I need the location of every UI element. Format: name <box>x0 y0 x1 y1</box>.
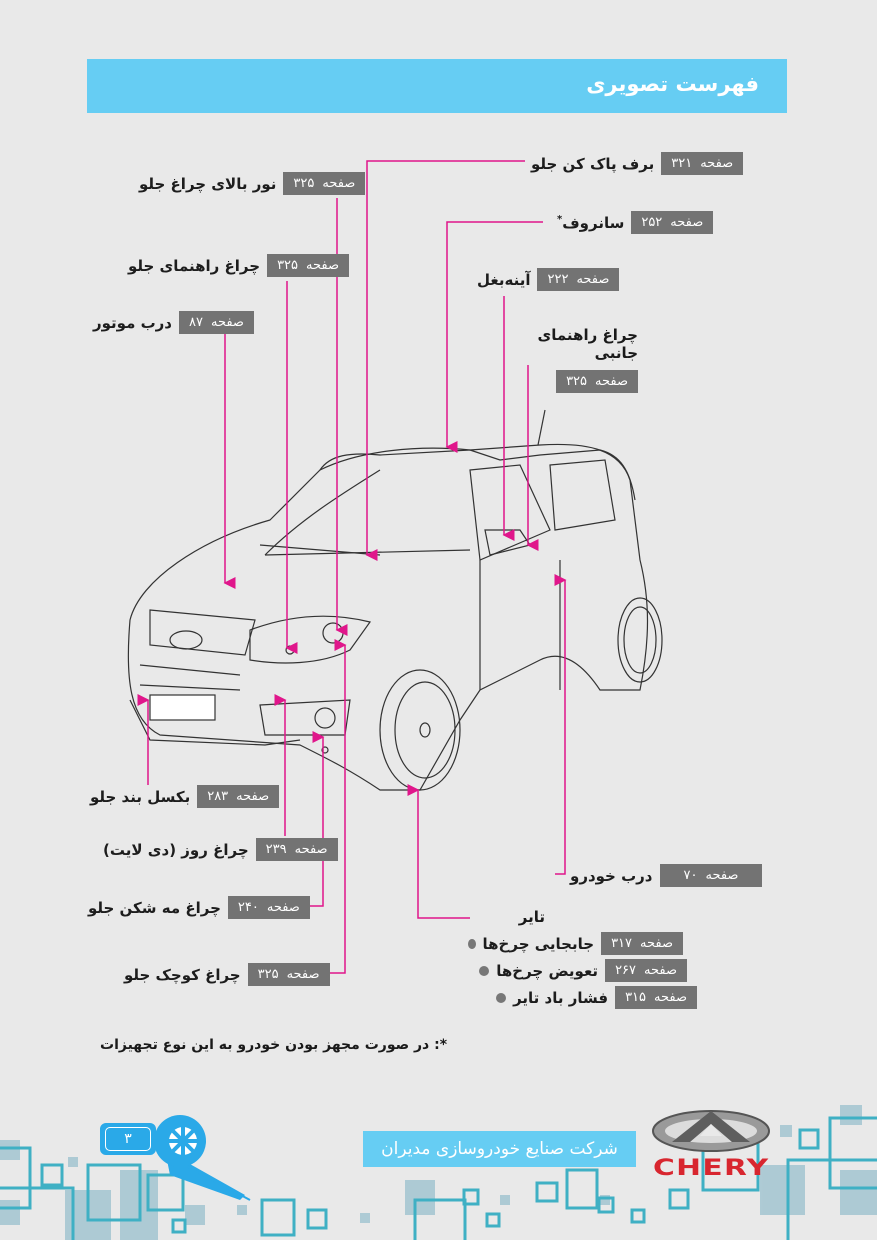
callout-front-fog-light: صفحه ۲۴۰ چراغ مه شکن جلو <box>88 896 310 919</box>
brand-wordmark: CHERY <box>653 1156 770 1181</box>
tire-item-replacement: صفحه ۲۶۷ تعویض چرخ‌ها <box>468 959 687 982</box>
callout-tire: تایر صفحه ۳۱۷ جابجایی چرخ‌ها صفحه ۲۶۷ تعویض چرخ‌ها صفحه ۳۱۵ فشار باد تایر <box>468 908 683 1009</box>
page-ref-tag[interactable]: صفحه ۳۲۵ <box>283 172 365 195</box>
page-ref-tag[interactable]: صفحه ۳۲۵ <box>248 963 330 986</box>
page-ref-tag[interactable]: صفحه ۳۱۷ <box>601 932 683 955</box>
callout-front-wiper: صفحه ۳۲۱ برف پاک کن جلو <box>531 152 743 175</box>
page-ref-tag[interactable]: صفحه ۷۰ <box>660 864 763 887</box>
chery-logo-icon <box>653 1111 769 1151</box>
callout-front-turn-signal: صفحه ۳۲۵ چراغ راهنمای جلو <box>128 254 349 277</box>
page-ref-tag[interactable]: صفحه ۸۷ <box>179 311 254 334</box>
page-ref-tag[interactable]: صفحه ۲۸۳ <box>197 785 279 808</box>
callout-vehicle-door: صفحه ۷۰ درب خودرو <box>562 864 762 887</box>
callout-hood: صفحه ۸۷ درب موتور <box>93 311 254 334</box>
page-number-badge: ۳ <box>100 1123 156 1155</box>
page-ref-tag[interactable]: صفحه ۲۶۷ <box>605 959 687 982</box>
tire-item-pressure: صفحه ۳۱۵ فشار باد تایر <box>468 986 697 1009</box>
page-title: فهرست تصویری <box>586 72 759 96</box>
page-ref-tag[interactable]: صفحه ۲۴۰ <box>228 896 310 919</box>
page-ref-tag[interactable]: صفحه ۳۲۵ <box>267 254 349 277</box>
page-ref-tag[interactable]: صفحه ۲۳۹ <box>256 838 338 861</box>
callout-front-position-light: صفحه ۳۲۵ چراغ کوچک جلو <box>124 963 330 986</box>
callout-daytime-light: صفحه ۲۳۹ چراغ روز (دی لایت) <box>103 838 338 861</box>
page-ref-tag[interactable]: صفحه ۳۲۱ <box>661 152 743 175</box>
callout-sunroof: صفحه ۲۵۲ سانروف* <box>557 211 713 234</box>
callout-side-mirror: صفحه ۲۲۲ آینه‌بغل <box>477 268 619 291</box>
page-ref-tag[interactable]: صفحه ۲۲۲ <box>537 268 619 291</box>
page-ref-tag[interactable]: صفحه ۳۱۵ <box>615 986 697 1009</box>
callout-front-tow-hook: صفحه ۲۸۳ بکسل بند جلو <box>90 785 279 808</box>
tire-item-rotation: صفحه ۳۱۷ جابجایی چرخ‌ها <box>468 932 683 955</box>
callout-high-beam: صفحه ۳۲۵ نور بالای چراغ جلو <box>139 172 365 195</box>
footnote: *: در صورت مجهز بودن خودرو به این نوع تجهیزات <box>100 1037 448 1053</box>
page-ref-tag[interactable]: صفحه ۲۵۲ <box>631 211 713 234</box>
company-name: شرکت صنایع خودروسازی مدیران <box>363 1131 636 1167</box>
callout-side-turn-signal: چراغ راهنمای جانبی صفحه ۳۲۵ <box>508 326 638 393</box>
speeding-wheel-icon <box>154 1115 250 1200</box>
page-ref-tag[interactable]: صفحه ۳۲۵ <box>556 370 638 393</box>
